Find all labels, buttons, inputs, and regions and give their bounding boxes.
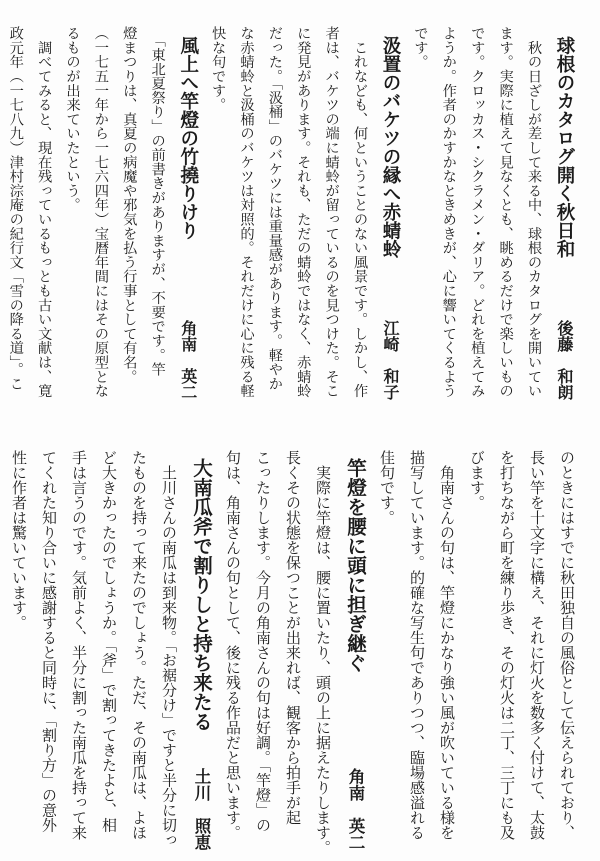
commentary-line: たものを持って来たのでしょう。ただ、その南瓜は、よほ [130, 450, 148, 840]
haiku-entry [204, 26, 406, 400]
haiku-entry [218, 450, 372, 855]
commentary-line: 手は言うのです。気前よく、半分に割った南瓜を持って来 [70, 450, 88, 840]
haiku-author: 後藤 和朗 [555, 320, 574, 400]
commentary-line: のときにはすでに秋田独自の風俗として伝えられており、 [558, 450, 576, 840]
commentary-line: 快な句です。 [210, 26, 227, 112]
haiku-entry [1, 26, 203, 400]
haiku-heading [548, 26, 580, 400]
haiku-author: 土川 照恵 [192, 767, 211, 850]
commentary-line: 性に作者は驚いています。 [10, 450, 28, 630]
commentary-line: こったりします。今月の角南さんの句は好調。「竿燈」の [254, 450, 272, 833]
commentary-line: ようか。作者のかすかなときめきが、心に響いてくるよう [440, 26, 457, 398]
haiku-heading [338, 450, 372, 850]
commentary-line: 長くその状態を保つことが出来れば、観客から拍手が起 [284, 450, 302, 825]
commentary-line: ます。実際に植えて見なくとも、眺めるだけで楽しいもの [497, 26, 514, 398]
commentary-line: 実際に竿燈は、腰に置いたり、頭の上に据えたりします。 [314, 450, 332, 855]
commentary-line: 燈まつりは、真夏の病魔や邪気を払う行事として有名。 [121, 26, 138, 384]
haiku-author: 江崎 和子 [381, 320, 401, 400]
haiku-title: 竿燈を腰に頭に担ぎ継ぐ [344, 458, 367, 673]
haiku-author: 角南 英二 [346, 767, 365, 850]
commentary-line: びます。 [468, 450, 486, 510]
commentary-line: （一七五一年から一七六四年）宝暦年間にはその原型とな [92, 26, 109, 398]
commentary-line: 者は、バケツの端に蜻蛉が留っているのを見つけた。そこ [323, 26, 340, 398]
commentary-line: 描写しています。的確な写生句でありつつ、臨場感溢れる [408, 450, 426, 840]
commentary-line: です。クロッカス・シクラメン・ダリア。どれを植えてみ [469, 26, 486, 398]
upper-text-block [0, 26, 580, 400]
commentary-line: 秋の日ざしが差して来る中、球根のカタログを開いてい [526, 26, 542, 398]
haiku-title: 風上へ竿燈の竹撓りけり [177, 36, 199, 240]
haiku-title: 汲置のバケツの縁へ赤蜻蛉 [380, 36, 402, 258]
commentary-line: 角南さんの句は、竿燈にかなり強い風が吹いている様を [438, 450, 456, 840]
commentary-line: 調べてみると、現在残っているもっとも古い文献は、寛 [36, 26, 53, 398]
commentary-line: に発見があります。それも、ただの蜻蛉ではなく、赤蜻蛉 [295, 26, 312, 398]
commentary-line: です。 [412, 26, 429, 69]
commentary-line: これなども、何ということのない風景です。しかし、作 [352, 26, 369, 398]
haiku-entry [4, 450, 218, 850]
lower-text-block [0, 450, 582, 855]
haiku-heading [184, 450, 218, 850]
haiku-title: 大南瓜斧で割りしと持ち来たる [190, 458, 213, 731]
commentary-line: 句は、角南さんの句として、後に残る作品だと思います。 [224, 450, 242, 840]
haiku-author: 角南 英二 [178, 320, 198, 400]
commentary-line: な赤蜻蛉と汲桶のバケツは対照的。それだけに心に残る軽 [238, 26, 255, 398]
commentary-line: 佳句です。 [378, 450, 396, 525]
commentary-continuation [372, 450, 582, 850]
haiku-title: 球根のカタログ開く秋日和 [554, 36, 575, 258]
commentary-line: 長い竿を十文字に構え、それに灯火を数多く付けて、太鼓 [528, 450, 546, 840]
commentary-line: を打ちながら町を練り歩き、その灯火は二丁、三丁にも及 [498, 450, 516, 840]
commentary-line: ど大きかったのでしょうか。「斧」で割ってきたよと、相 [100, 450, 118, 833]
commentary-line: だった。「汲桶」のバケツには重量感があります。軽やか [266, 26, 283, 391]
commentary-line: 土川さんの南瓜は到来物。「お裾分け」ですと半分に切っ [160, 450, 178, 848]
commentary-line: るものが出来ていたという。 [64, 26, 81, 212]
commentary-line: てくれた知り合いに感謝すると同時に、「割り方」の意外 [40, 450, 58, 833]
commentary-line: 政元年（一七八九）津村淙庵の紀行文「雪の降る道」。こ [7, 26, 24, 391]
haiku-heading [374, 26, 406, 400]
haiku-heading [172, 26, 204, 400]
haiku-entry [406, 26, 580, 400]
commentary-line: 「東北夏祭り」の前書きがありますが、不要です。竿 [149, 26, 166, 377]
